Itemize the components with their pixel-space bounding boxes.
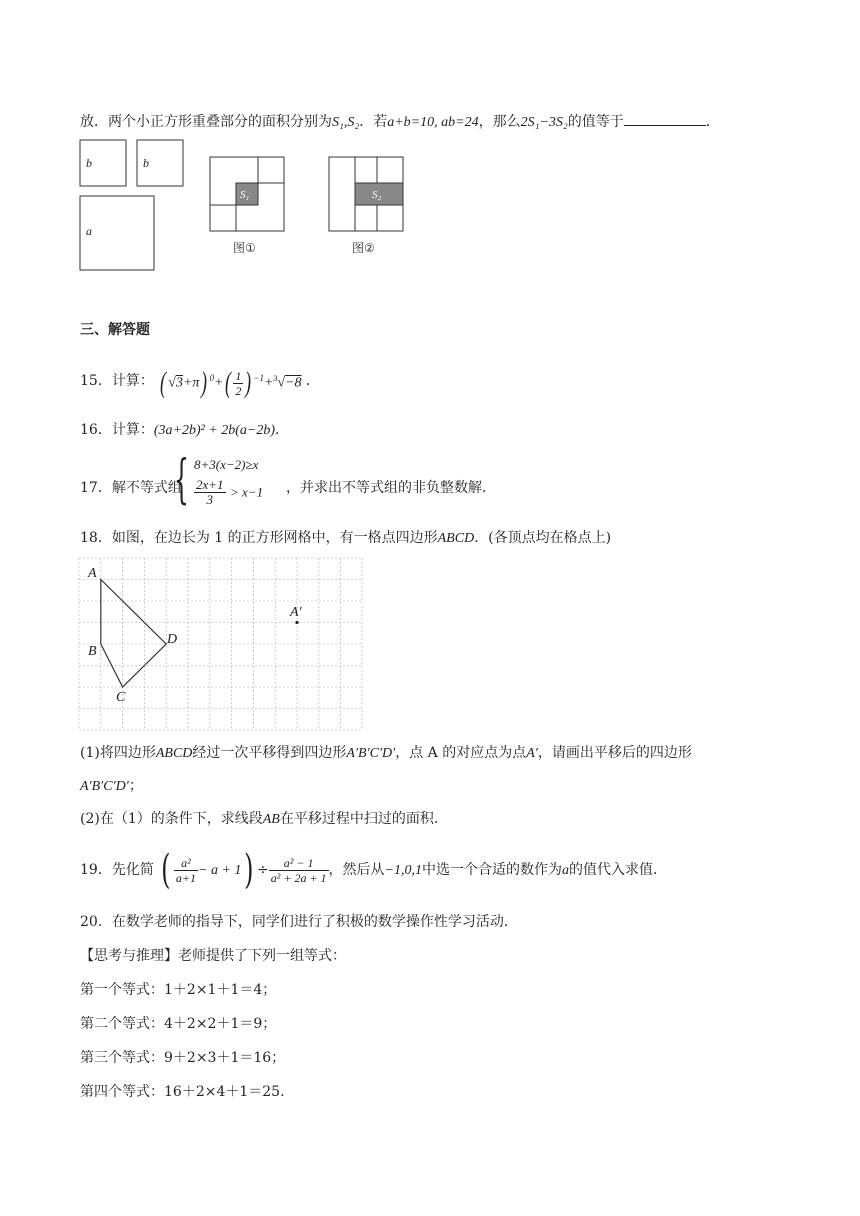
q15 — [80, 360, 321, 400]
q19-post3: 的值代入求值． — [569, 862, 667, 878]
q14-condition: a+b=10, ab=24 — [387, 115, 479, 130]
q14-text-line — [80, 111, 720, 133]
vertex-b: B — [88, 644, 97, 659]
q17-ineq1: 8+3(x−2)≥x — [194, 457, 259, 472]
q14-post: 的值等于 — [567, 114, 624, 130]
q16-end: ． — [275, 422, 290, 438]
q14-figure — [78, 138, 418, 278]
q17-ineq2-rest: > x−1 — [230, 484, 264, 500]
q18-p1-ap: A′ — [526, 746, 538, 761]
q15-end: ． — [306, 372, 321, 389]
q17-label: 17．解不等式组 — [80, 480, 182, 496]
q19-label: 19．先化简 — [80, 862, 154, 878]
q19-div: ÷ — [257, 862, 269, 878]
q18-stem-end: ．(各顶点均在格点上) — [474, 530, 612, 546]
answer-blank — [624, 111, 706, 126]
q20-eq1: 第一个等式：1＋2×1＋1＝4； — [80, 982, 277, 998]
q18-p2-b: 在平移过程中扫过的面积． — [279, 811, 448, 827]
q19-f2-den: a² + 2a + 1 — [270, 870, 327, 885]
q20-eq3: 第三个等式：9＋2×3＋1＝16； — [80, 1050, 286, 1066]
q19-post: ，然后从 — [328, 862, 385, 878]
q20-intro: 20．在数学老师的指导下，同学们进行了积极的数学操作性学习活动． — [80, 914, 518, 930]
caption-fig1: 图① — [233, 241, 256, 255]
q18-part1 — [80, 743, 692, 764]
q18-p2-a: (2)在（1）的条件下，求线段 — [80, 811, 263, 827]
q18-p1-line2: A′B′C′D′ — [80, 779, 129, 794]
q17-frac-num: 2x+1 — [196, 477, 224, 492]
label-b-2: b — [143, 156, 149, 170]
q18-p1-c: ，点 A 的对应点为点 — [395, 745, 527, 761]
q16 — [80, 420, 289, 441]
q14-s1s2: S₁,S₂ — [332, 115, 360, 130]
q20-eq2: 第二个等式：4＋2×2＋1＝9； — [80, 1016, 277, 1032]
q18-p1-b: 经过一次平移得到四边形 — [192, 745, 347, 761]
vertex-d: D — [167, 632, 178, 647]
q18-p1-a: (1)将四边形 — [80, 745, 156, 761]
q19-post2: 中选一个合适的数作为 — [422, 862, 562, 878]
quadrilateral-abcd — [101, 580, 166, 688]
q15-label: 15．计算： — [80, 372, 154, 389]
vertex-c: C — [116, 690, 126, 705]
q14-end: ． — [705, 114, 720, 130]
q14-pre: 放．两个小正方形重叠部分的面积分别为 — [80, 114, 332, 130]
q15-expression: ( √3+π) $^0$+( $\frac{1}{2}$ ) $^{-1}$+$^3$√−8 — [160, 366, 302, 400]
q18-quad: ABCD — [437, 531, 475, 546]
vertex-a-prime: A′ — [290, 605, 302, 620]
q18-p1-quad2: A′B′C′D′ — [346, 746, 396, 761]
q20-eq4: 第四个等式：16＋2×4＋1＝25. — [80, 1084, 285, 1100]
q18-part2 — [80, 809, 448, 830]
q17-ineq2 — [194, 478, 263, 507]
q19-f2-num: a² − 1 — [269, 856, 329, 871]
label-s1: S₁ — [240, 189, 250, 201]
q19-f1-num: a² — [174, 856, 198, 871]
label-s2: S₂ — [372, 189, 382, 201]
q19-set: −1,0,1 — [384, 863, 422, 878]
q18-p1-quad: ABCD — [155, 746, 193, 761]
label-a: a — [86, 224, 92, 238]
q17-brace: { — [174, 450, 189, 510]
q16-label: 16．计算： — [80, 422, 154, 438]
q17-post: ，并求出不等式组的非负整数解． — [286, 480, 496, 496]
section-title: 三、解答题 — [80, 322, 150, 338]
q16-expression: (3a+2b)² + 2b(a−2b) — [153, 423, 276, 438]
q19-var: a — [562, 863, 569, 878]
q18-p1-line2-end: ； — [128, 778, 143, 794]
q14-mid2: ，那么 — [478, 114, 521, 130]
q19: 19．先化简 ( $\frac{\text{a²}}{a+1}$ − a + 1) ÷ $\frac{\text{a² − 1}}{\text{a² + 2a + 1}}$ ，然后从−1,0,1中选一个合适的数作为a的值代入求值． — [80, 847, 667, 893]
caption-fig2: 图② — [352, 241, 375, 255]
label-b-1: b — [86, 156, 92, 170]
q20-think: 【思考与推理】老师提供了下列一组等式： — [80, 948, 346, 964]
vertex-a: A — [88, 566, 97, 581]
q18-p1-d: ，请画出平移后的四边形 — [537, 745, 692, 761]
q19-f1-den: a+1 — [175, 870, 196, 885]
q18-part1-line2 — [80, 776, 143, 797]
q18-stem — [80, 528, 611, 549]
q14-expression: 2S₁−3S₂ — [520, 115, 568, 130]
q18-p2-ab: AB — [262, 812, 280, 827]
q19-rest: − a + 1 — [198, 863, 242, 878]
q14-mid: ．若 — [359, 114, 388, 130]
q18-stem-text: 18．如图，在边长为 1 的正方形网格中，有一格点四边形 — [80, 530, 438, 546]
q17-frac-den: 3 — [206, 492, 214, 507]
